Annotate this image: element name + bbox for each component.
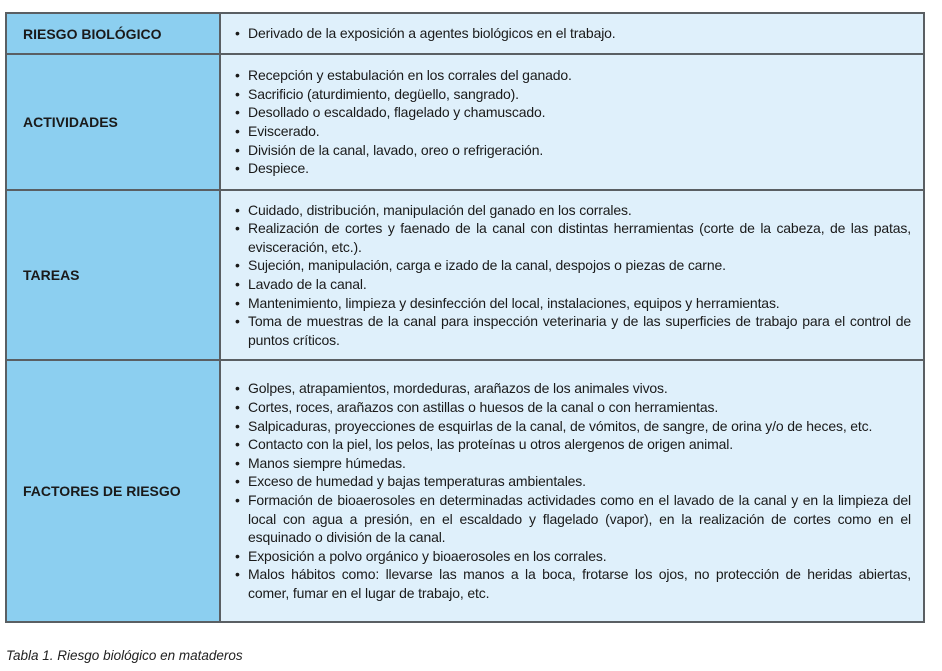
list-item: • Mantenimiento, limpieza y desinfección del local, instalaciones, equipos y herramientas. xyxy=(235,294,911,313)
list-item: • Lavado de la canal. xyxy=(235,275,911,294)
list-item: • Contacto con la piel, los pelos, las proteínas u otros alergenos de origen animal. xyxy=(235,435,911,454)
row-content xyxy=(220,13,924,54)
row-content xyxy=(220,54,924,190)
list-item: • Despiece. xyxy=(235,159,911,178)
row-label: RIESGO BIOLÓGICO xyxy=(6,13,220,54)
bullet-list xyxy=(235,66,911,178)
list-item: • Cortes, roces, arañazos con astillas o huesos de la canal o con herramientas. xyxy=(235,398,911,417)
list-item: • Recepción y estabulación en los corrales del ganado. xyxy=(235,66,911,85)
row-label: FACTORES DE RIESGO xyxy=(6,360,220,622)
list-item: • Sujeción, manipulación, carga e izado de la canal, despojos o piezas de carne. xyxy=(235,256,911,275)
bullet-list xyxy=(235,201,911,350)
risk-table xyxy=(5,12,925,623)
table-row xyxy=(6,54,924,190)
bullet-list xyxy=(235,379,911,602)
table-row xyxy=(6,360,924,622)
list-item: • Desollado o escaldado, flagelado y chamuscado. xyxy=(235,103,911,122)
list-item: • Realización de cortes y faenado de la canal con distintas herramientas (corte de la cabeza, de las patas, evisceración, etc.). xyxy=(235,219,911,256)
list-item: • Malos hábitos como: llevarse las manos a la boca, frotarse los ojos, no protección de heridas abiertas, comer, fumar en el lugar de trabajo, etc. xyxy=(235,565,911,602)
list-item: • Eviscerado. xyxy=(235,122,911,141)
list-item: • Formación de bioaerosoles en determinadas actividades como en el lavado de la canal y en la limpieza del local con agua a presión, en el escaldado y flagelado (vapor), en la realización de cortes como en el esquinado o división de la canal. xyxy=(235,491,911,547)
row-content xyxy=(220,360,924,622)
list-item: • Cuidado, distribución, manipulación del ganado en los corrales. xyxy=(235,201,911,220)
list-item: • Salpicaduras, proyecciones de esquirlas de la canal, de vómitos, de sangre, de orina y/o de heces, etc. xyxy=(235,417,911,436)
bullet-list xyxy=(235,24,911,43)
row-label: TAREAS xyxy=(6,190,220,360)
row-content xyxy=(220,190,924,360)
table-row xyxy=(6,13,924,54)
list-item: • División de la canal, lavado, oreo o refrigeración. xyxy=(235,141,911,160)
list-item: • Exposición a polvo orgánico y bioaerosoles en los corrales. xyxy=(235,547,911,566)
list-item: • Sacrificio (aturdimiento, degüello, sangrado). xyxy=(235,85,911,104)
list-item: • Exceso de humedad y bajas temperaturas ambientales. xyxy=(235,472,911,491)
row-label: ACTIVIDADES xyxy=(6,54,220,190)
table-row xyxy=(6,190,924,360)
list-item: • Golpes, atrapamientos, mordeduras, arañazos de los animales vivos. xyxy=(235,379,911,398)
table-caption: Tabla 1. Riesgo biológico en mataderos xyxy=(6,648,243,663)
list-item: • Manos siempre húmedas. xyxy=(235,454,911,473)
list-item: • Toma de muestras de la canal para inspección veterinaria y de las superficies de trabajo para el control de puntos críticos. xyxy=(235,312,911,349)
list-item: • Derivado de la exposición a agentes biológicos en el trabajo. xyxy=(235,24,911,43)
